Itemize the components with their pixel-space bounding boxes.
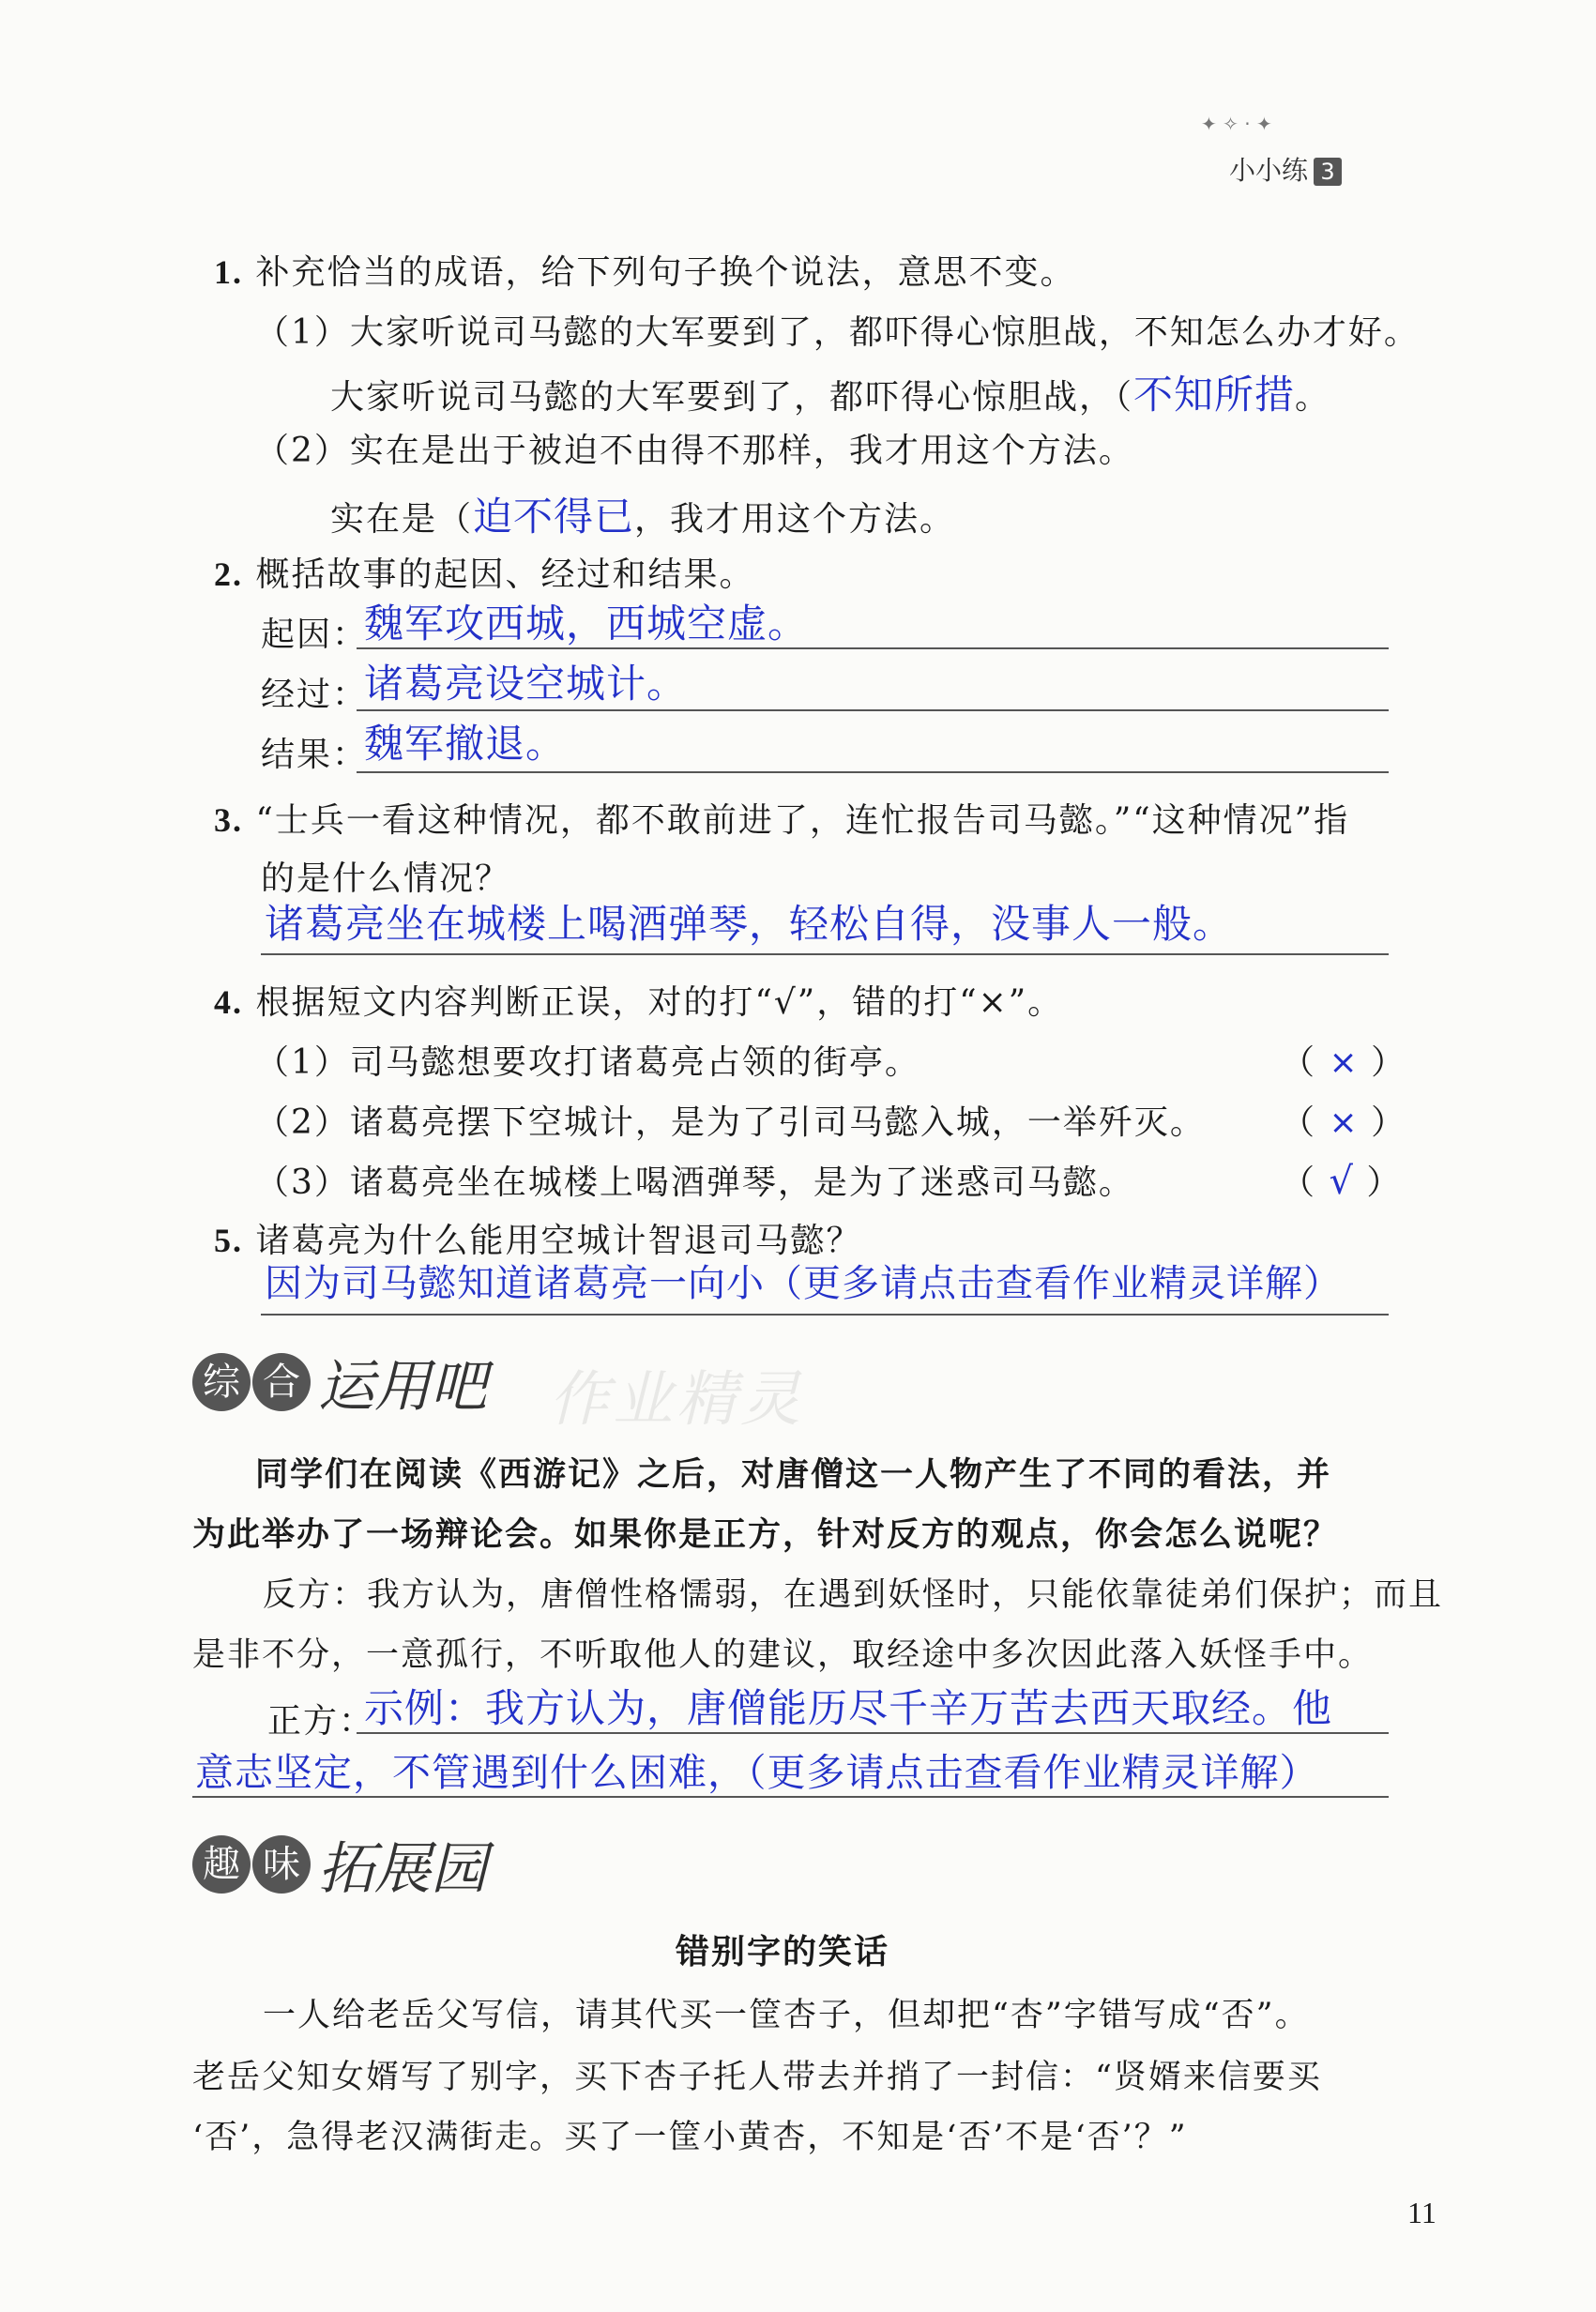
- q3-line: [261, 953, 1389, 955]
- section1-para-line2: 为此举办了一场辩论会。如果你是正方，针对反方的观点，你会怎么说呢？: [192, 1516, 1339, 1554]
- logo-script: 运用吧: [318, 1354, 487, 1420]
- q5-line: [261, 1314, 1389, 1316]
- q4-item-bracket: （ × ）: [1281, 1043, 1407, 1082]
- q2-result-label: 结果：: [261, 736, 369, 774]
- section1-para-line1: 同学们在阅读《西游记》之后，对唐僧这一人物产生了不同的看法，并: [255, 1456, 1332, 1494]
- watermark: 作业精灵: [549, 1365, 804, 1435]
- q4-item-mark: ×: [1329, 1103, 1359, 1142]
- q1-s2-answer: 迫不得已: [473, 494, 635, 540]
- q4-item: （3）诸葛亮坐在城楼上喝酒弹琴，是为了迷惑司马懿。: [255, 1164, 1134, 1202]
- q4-item-mark: √: [1329, 1160, 1354, 1203]
- q1-s1: （1）大家听说司马懿的大军要到了，都吓得心惊胆战，不知怎么办才好。: [255, 313, 1420, 352]
- section1-con-line2: 是非不分，一意孤行，不听取他人的建议，取经途中多次因此落入妖怪手中。: [192, 1636, 1374, 1674]
- section2-line1: 一人给老岳父写信，请其代买一筐杏子，但却把“杏”字错写成“否”。: [263, 1997, 1310, 2034]
- logo-char: 综: [192, 1353, 251, 1411]
- q3-prompt-line1: 3. “士兵一看这种情况，都不敢前进了，连忙报告司马懿。”“这种情况”指: [214, 801, 1350, 840]
- q2-process-label: 经过：: [261, 676, 369, 714]
- section1-pro-answer-line2: 意志坚定，不管遇到什么困难，（更多请点击查看作业精灵详解）: [195, 1750, 1319, 1795]
- q1-s1-rewrite: 大家听说司马懿的大军要到了，都吓得心惊胆战，（不知所措。: [330, 372, 1331, 418]
- q4-prompt: 4. 根据短文内容判断正误，对的打“√”，错的打“×”。: [214, 983, 1064, 1022]
- q5-answer: 因为司马懿知道诸葛亮一向小（更多请点击查看作业精灵详解）: [265, 1262, 1342, 1305]
- section1-pro-answer-line1: 示例：我方认为，唐僧能历尽千辛万苦去西天取经。他: [364, 1685, 1333, 1731]
- logo-char: 趣: [192, 1835, 251, 1894]
- q4-item: （1）司马懿想要攻打诸葛亮占领的街亭。: [255, 1043, 920, 1082]
- q5-prompt: 5. 诸葛亮为什么能用空城计智退司马懿？: [214, 1222, 862, 1260]
- header: [1201, 113, 1342, 188]
- section1-con-line1: 反方：我方认为，唐僧性格懦弱，在遇到妖怪时，只能依靠徒弟们保护；而且: [263, 1576, 1444, 1614]
- logo-char: 味: [252, 1835, 311, 1894]
- section1-pro-line1: [357, 1732, 1389, 1734]
- q2-process-line: [357, 709, 1389, 711]
- section-logo-quwei: [192, 1824, 487, 1905]
- logo-char: 合: [252, 1353, 311, 1411]
- q1-s2-rewrite: 实在是（迫不得已，我才用这个方法。: [330, 494, 956, 540]
- q4-item-bracket: （ √ ）: [1281, 1160, 1403, 1203]
- q2-process-answer: 诸葛亮设空城计。: [364, 661, 688, 707]
- q4-item-mark: ×: [1329, 1043, 1359, 1082]
- section2-line3: ‘否’，急得老汉满街走。买了一筐小黄杏，不知是‘否’不是‘否’？”: [192, 2119, 1188, 2156]
- q2-result-line: [357, 771, 1389, 773]
- q1-s1-answer: 不知所措: [1133, 372, 1296, 418]
- q4-item-bracket: （ × ）: [1281, 1103, 1407, 1142]
- header-label: 小小练: [1229, 155, 1309, 186]
- section2-line2: 老岳父知女婿写了别字，买下杏子托人带去并捎了一封信：“贤婿来信要买: [192, 2059, 1322, 2096]
- q2-cause-label: 起因：: [261, 616, 369, 654]
- logo-script: 拓展园: [318, 1836, 487, 1902]
- header-badge: 3: [1314, 158, 1342, 186]
- q2-prompt: 2. 概括故事的起因、经过和结果。: [214, 555, 755, 594]
- q2-cause-line: [357, 647, 1389, 649]
- q1-prompt: 1. 补充恰当的成语，给下列句子换个说法，意思不变。: [214, 253, 1076, 292]
- section1-pro-label: 正方：: [267, 1702, 375, 1741]
- page-number: 11: [1407, 2196, 1436, 2229]
- header-stars-icon: ✦ ✧ · ✦: [1201, 113, 1272, 135]
- section2-title: 错别字的笑话: [676, 1933, 890, 1971]
- q1-s2: （2）实在是出于被迫不由得不那样，我才用这个方法。: [255, 432, 1134, 470]
- q4-item: （2）诸葛亮摆下空城计，是为了引司马懿入城，一举歼灭。: [255, 1103, 1206, 1142]
- q3-prompt-line2: 的是什么情况？: [261, 859, 511, 898]
- section1-pro-line2: [192, 1796, 1389, 1798]
- section-logo-zonghe: [192, 1342, 487, 1422]
- q2-result-answer: 魏军撤退。: [364, 721, 567, 767]
- q3-answer: 诸葛亮坐在城楼上喝酒弹琴，轻松自得，没事人一般。: [265, 901, 1234, 947]
- q2-cause-answer: 魏军攻西城，西城空虚。: [364, 601, 809, 646]
